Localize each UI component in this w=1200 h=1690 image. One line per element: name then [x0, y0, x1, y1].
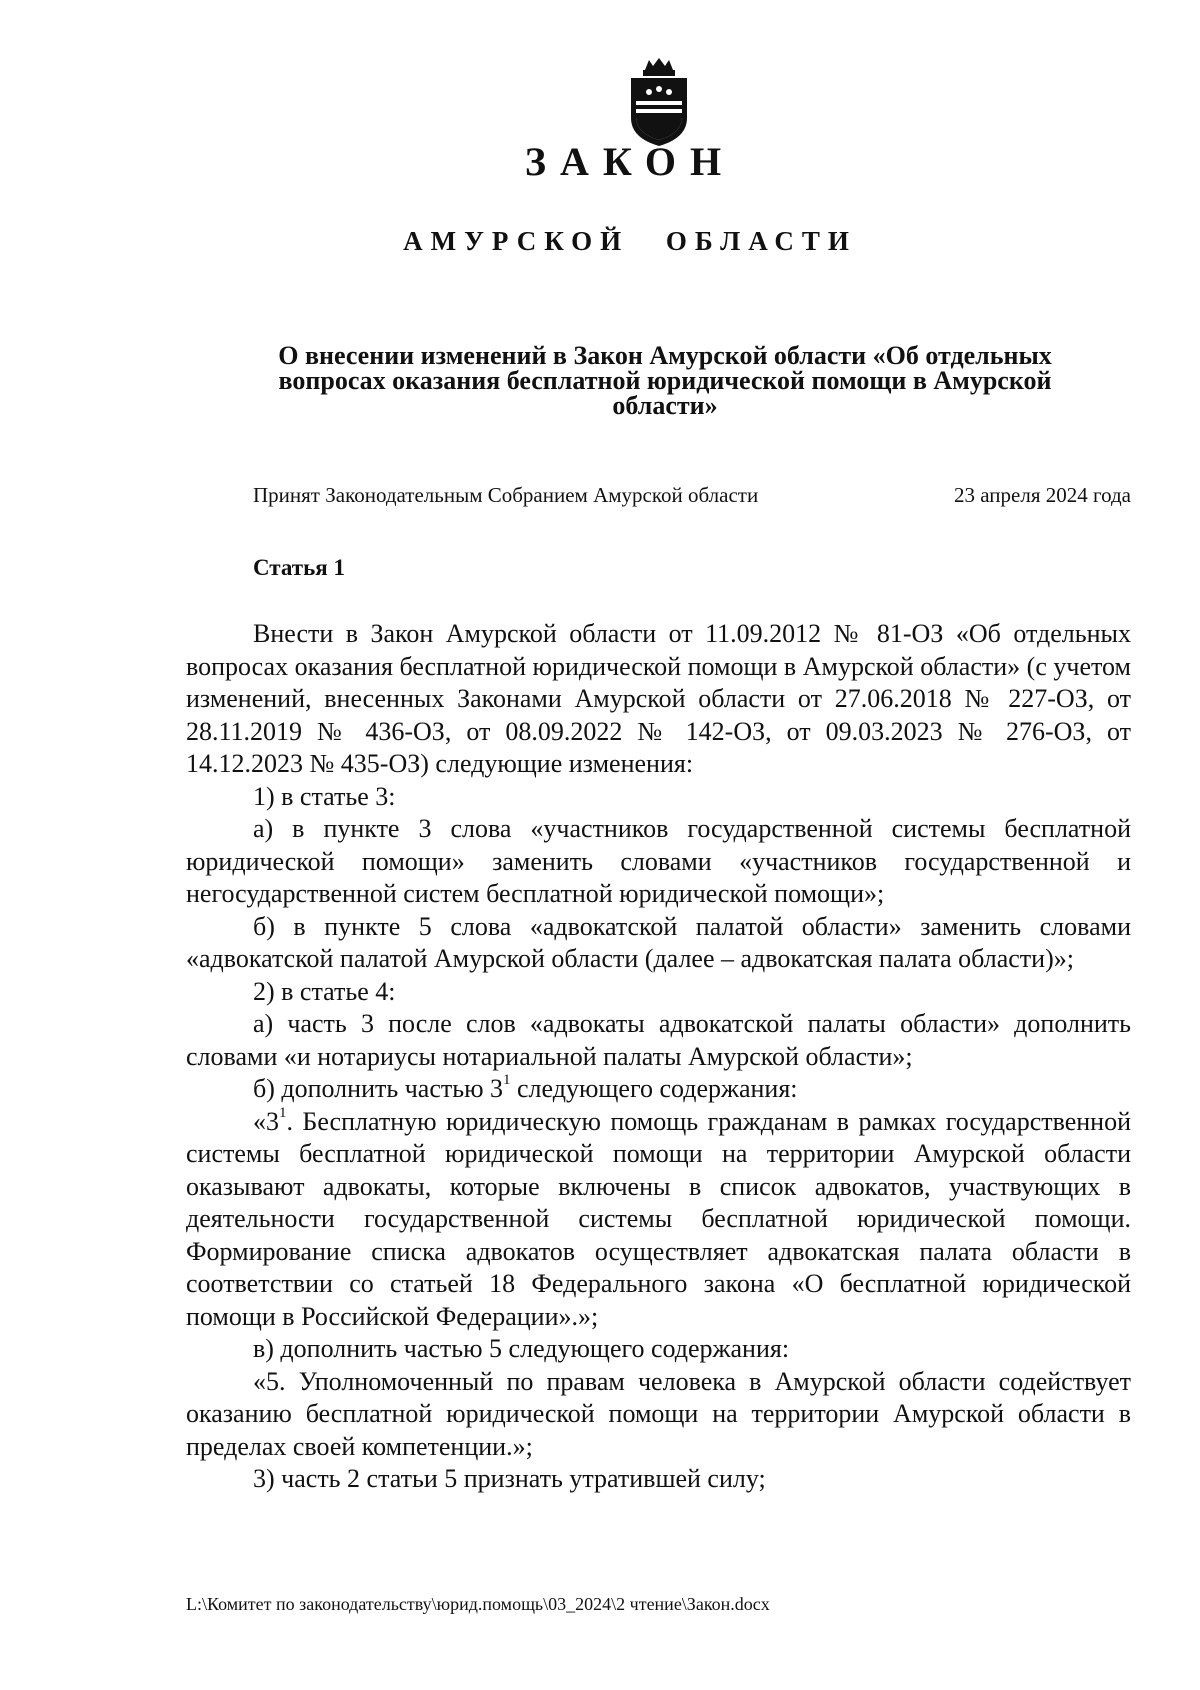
paragraph: 3) часть 2 статьи 5 признать утратившей силу; — [253, 1464, 766, 1493]
paragraph — [186, 1106, 1131, 1334]
superscript: 1 — [279, 1104, 287, 1121]
paragraph: 1) в статье 3: — [253, 781, 396, 811]
law-title-line: О внесении изменений в Закон Амурской области «Об отдельных — [278, 341, 1052, 370]
paragraph-text: следующего содержания: — [510, 1074, 798, 1103]
adoption-date: 23 апреля 2024 года — [954, 483, 1131, 507]
law-title-line: вопросах оказания бесплатной юридической помощи в Амурской — [278, 366, 1052, 395]
paragraph-text: «3 — [253, 1106, 279, 1136]
paragraph-text: . Бесплатную юридическую помощь гражданам в рамках государственной системы бесплатной юридической помощи на территории Амурской области оказывают адвокаты, которые включены в список адвокатов, участвующих в деятельности государственной системы бесплатной юридической помощи. Формирование списка адвокатов осуществляет адвокатская палата области в соответствии со статьей 18 Федерального закона «О бесплатной юридической помощи в Российской Федерации».»; — [186, 1106, 1131, 1331]
paragraph: Внести в Закон Амурской области от 11.09.2012 № 81-ОЗ «Об отдельных вопросах оказания бесплатной юридической помощи в Амурской области» (с учетом изменений, внесенных Законами Амурской области от 27.06.2018 № 227-ОЗ, от 28.11.2019 № 436-ОЗ, от 08.09.2022 № 142-ОЗ, от 09.03.2023 № 276-ОЗ, от 14.12.2023 № 435-ОЗ) следующие изменения: — [186, 619, 1131, 778]
adopted-by: Принят Законодательным Собранием Амурской области — [253, 483, 759, 507]
superscript: 1 — [503, 1072, 511, 1089]
paragraph: а) часть 3 после слов «адвокаты адвокатской палаты области» дополнить словами «и нотариусы нотариальной палаты Амурской области»; — [186, 1009, 1131, 1071]
law-title — [225, 343, 1105, 418]
region-subtitle: АМУРСКОЙ ОБЛАСТИ — [403, 226, 857, 256]
law-title-line: области» — [612, 391, 718, 420]
paragraph: а) в пункте 3 слова «участников государственной системы бесплатной юридической помощи» заменить словами «участников государственной и негосударственной систем бесплатной юридической помощи»; — [186, 814, 1131, 908]
coat-of-arms-icon — [623, 56, 695, 148]
article-body — [186, 618, 1131, 1496]
paragraph: «5. Уполномоченный по правам человека в Амурской области содействует оказанию бесплатной юридической помощи на территории Амурской области в пределах своей компетенции.»; — [186, 1366, 1131, 1461]
paragraph: б) в пункте 5 слова «адвокатской палатой области» заменить словами «адвокатской палатой Амурской области (далее – адвокатская палата области)»; — [186, 911, 1131, 973]
adoption-line — [253, 483, 1131, 508]
document-type-title: ЗАКОН — [524, 139, 736, 184]
file-path-footer: L:\Комитет по законодательству\юрид.помощь\03_2024\2 чтение\Закон.docx — [186, 1594, 770, 1614]
paragraph: в) дополнить частью 5 следующего содержания: — [253, 1334, 790, 1363]
paragraph — [186, 1073, 1131, 1106]
paragraph-text: б) дополнить частью 3 — [253, 1074, 504, 1103]
paragraph: 2) в статье 4: — [253, 976, 396, 1006]
article-heading: Статья 1 — [253, 555, 345, 580]
